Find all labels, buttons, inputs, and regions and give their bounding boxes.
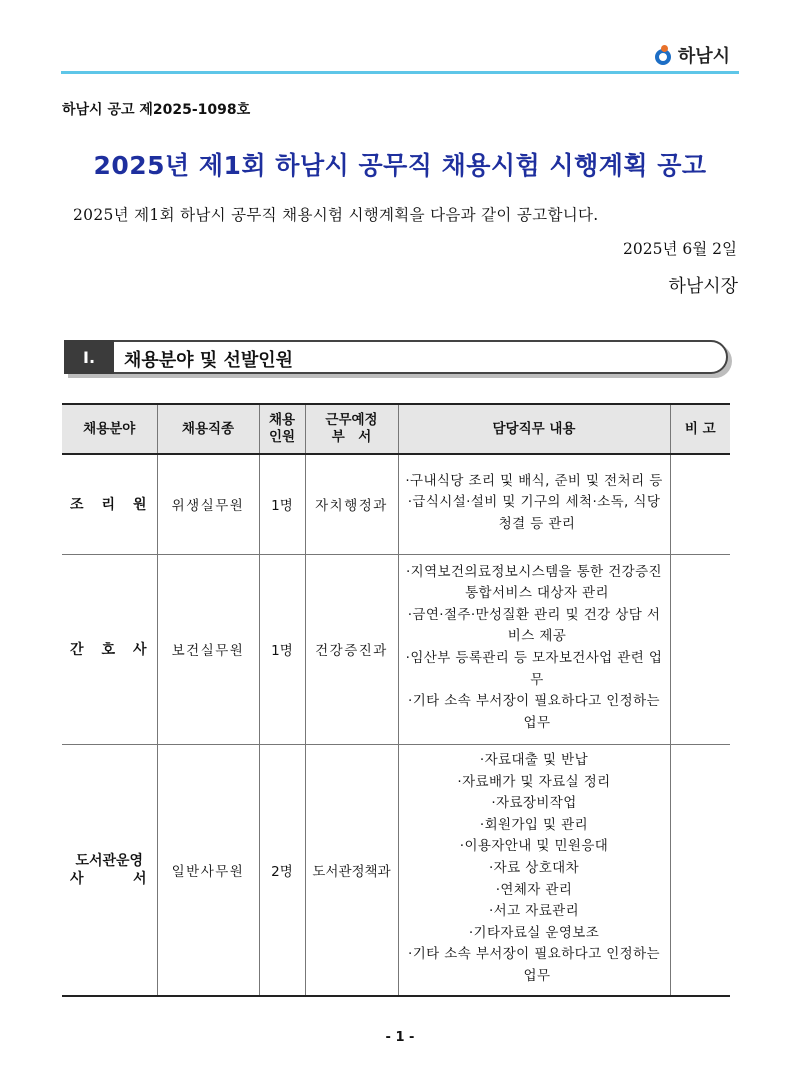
duty-item: ·기타 소속 부서장이 필요하다고 인정하는 업무 <box>408 946 660 984</box>
duty-item: ·서고 자료관리 <box>488 903 580 920</box>
duty-item: ·기타자료실 운영보조 <box>468 924 600 941</box>
logo-text: 하남시 <box>677 46 730 67</box>
header-field: 채용분야 <box>62 404 157 454</box>
header-note: 비 고 <box>670 404 730 454</box>
page-number: - 1 - <box>385 1030 415 1045</box>
hanam-logo <box>654 42 730 68</box>
duty-item: ·연체자 관리 <box>495 881 573 898</box>
job-type-cell: 보건실무원 <box>157 554 259 744</box>
section-heading <box>64 340 732 378</box>
field-cell: 조 리 원 <box>62 454 157 554</box>
duty-item: ·자료대출 및 반납 <box>479 751 589 768</box>
notice-signer: 하남시장 <box>668 276 738 297</box>
note-cell <box>670 554 730 744</box>
duty-item: ·자료장비작업 <box>491 795 577 812</box>
header-count: 채용 인원 <box>259 404 305 454</box>
field-cell: 도서관운영 사 서 <box>62 744 157 996</box>
field-cell: 간 호 사 <box>62 554 157 744</box>
count-cell: 1명 <box>259 554 305 744</box>
dept-cell: 건강증진과 <box>305 554 398 744</box>
duties-cell <box>398 454 670 554</box>
duties-cell <box>398 554 670 744</box>
header-dept: 근무예정 부 서 <box>305 404 398 454</box>
count-cell: 1명 <box>259 454 305 554</box>
duties-cell <box>398 744 670 996</box>
notice-date: 2025년 6월 2일 <box>623 240 737 258</box>
duty-item: ·지역보건의료정보시스템을 통한 건강증진 통합서비스 대상자 관리 <box>405 563 662 602</box>
page-title: 2025년 제1회 하남시 공무직 채용시험 시행계획 공고 <box>93 151 707 180</box>
table-row <box>62 454 730 554</box>
duty-item: ·구내식당 조리 및 배식, 준비 및 전처리 등 <box>405 472 663 489</box>
note-cell <box>670 744 730 996</box>
section-number: Ⅰ. <box>64 340 114 374</box>
duty-item: ·금연·절주·만성질환 관리 및 건강 상담 서비스 제공 <box>407 606 661 645</box>
dept-cell: 도서관정책과 <box>305 744 398 996</box>
section-title: 채용분야 및 선발인원 <box>124 350 294 371</box>
count-cell: 2명 <box>259 744 305 996</box>
header-job-type: 채용직종 <box>157 404 259 454</box>
duty-item: ·자료 상호대차 <box>488 859 580 876</box>
job-type-cell: 위생실무원 <box>157 454 259 554</box>
header-divider <box>61 71 739 74</box>
dept-cell: 자치행정과 <box>305 454 398 554</box>
notice-number: 하남시 공고 제2025-1098호 <box>62 102 251 118</box>
job-type-cell: 일반사무원 <box>157 744 259 996</box>
table-header-row <box>62 404 730 454</box>
duty-item: ·회원가입 및 관리 <box>479 816 589 833</box>
duty-item: ·이용자안내 및 민원응대 <box>459 838 609 855</box>
recruitment-table <box>62 403 730 997</box>
note-cell <box>670 454 730 554</box>
table-row <box>62 744 730 996</box>
intro-text: 2025년 제1회 하남시 공무직 채용시험 시행계획을 다음과 같이 공고합니다. <box>73 206 599 224</box>
header-duties: 담당직무 내용 <box>398 404 670 454</box>
table-row <box>62 554 730 744</box>
hanam-logo-icon <box>654 45 674 65</box>
duty-item: ·임산부 등록관리 등 모자보건사업 관련 업무 <box>405 650 663 688</box>
duty-item: ·자료배가 및 자료실 정리 <box>457 773 611 790</box>
duty-item: ·급식시설·설비 및 기구의 세척·소독, 식당 청결 등 관리 <box>407 494 661 533</box>
duty-item: ·기타 소속 부서장이 필요하다고 인정하는 업무 <box>408 693 660 731</box>
